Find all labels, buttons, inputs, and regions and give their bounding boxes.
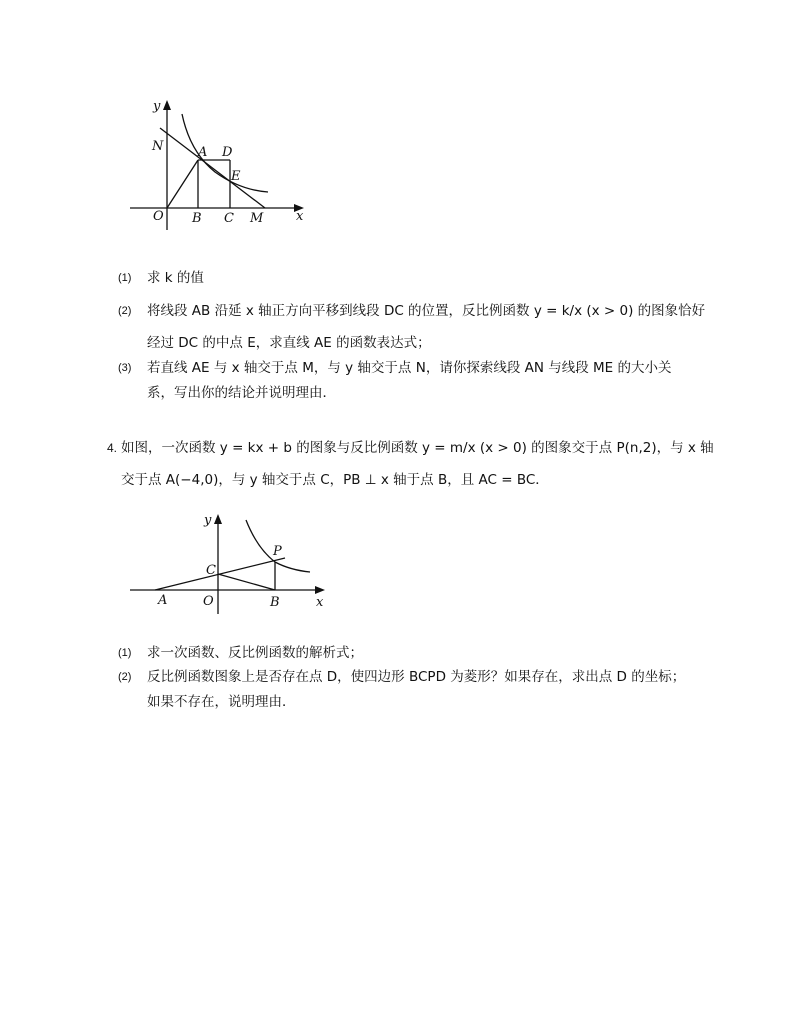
p3-q2-text-2: 经过 DC 的中点 E，求直线 AE 的函数表达式；	[147, 335, 431, 351]
figure-2	[125, 508, 335, 618]
p3-q3-number: (3)	[118, 362, 132, 374]
p4-q2-text-2: 如果不存在，说明理由．	[147, 694, 296, 710]
fig2-label-O: O	[203, 594, 214, 609]
fig2-label-x: x	[316, 595, 324, 610]
fig1-label-x: x	[296, 209, 304, 224]
fig1-label-N: N	[152, 139, 164, 154]
figure-1	[120, 92, 320, 232]
fig1-label-D: D	[222, 145, 233, 160]
fig1-label-C: C	[224, 211, 234, 226]
fig1-label-A: A	[198, 145, 208, 160]
p3-q1-text: 求 k 的值	[147, 270, 204, 286]
p4-text-1: 如图，一次函数 y = kx + b 的图象与反比例函数 y = m/x (x > 0) 的图象交于点 P(n,2)，与 x 轴	[121, 440, 714, 456]
p4-text-2: 交于点 A(−4,0)，与 y 轴交于点 C，PB ⊥ x 轴于点 B，且 AC = BC．	[121, 472, 549, 488]
p3-q2-number: (2)	[118, 305, 132, 317]
p4-q1-number: (1)	[118, 647, 132, 659]
p3-q3-text-1: 若直线 AE 与 x 轴交于点 M，与 y 轴交于点 N，请你探索线段 AN 与线段 ME 的大小关	[147, 360, 672, 376]
p3-q1-number: (1)	[118, 272, 132, 284]
fig1-label-y: y	[153, 99, 161, 114]
fig1-label-O: O	[153, 209, 164, 224]
fig1-label-B: B	[192, 211, 202, 226]
fig2-label-y: y	[204, 513, 212, 528]
p4-q2-number: (2)	[118, 671, 132, 683]
fig2-label-C: C	[206, 563, 216, 578]
fig2-label-A: A	[158, 593, 168, 608]
fig2-label-P: P	[273, 544, 282, 559]
p3-q3-text-2: 系，写出你的结论并说明理由．	[147, 385, 336, 401]
fig1-label-E: E	[231, 169, 241, 184]
p4-number: 4.	[107, 441, 118, 455]
fig2-label-B: B	[270, 595, 280, 610]
p4-q1-text: 求一次函数、反比例函数的解析式；	[147, 645, 363, 661]
fig1-label-M: M	[250, 211, 264, 226]
p4-q2-text-1: 反比例函数图象上是否存在点 D，使四边形 BCPD 为菱形？如果存在，求出点 D 的坐标；	[147, 669, 686, 685]
p3-q2-text-1: 将线段 AB 沿延 x 轴正方向平移到线段 DC 的位置，反比例函数 y = k/x (x > 0) 的图象恰好	[147, 303, 706, 319]
